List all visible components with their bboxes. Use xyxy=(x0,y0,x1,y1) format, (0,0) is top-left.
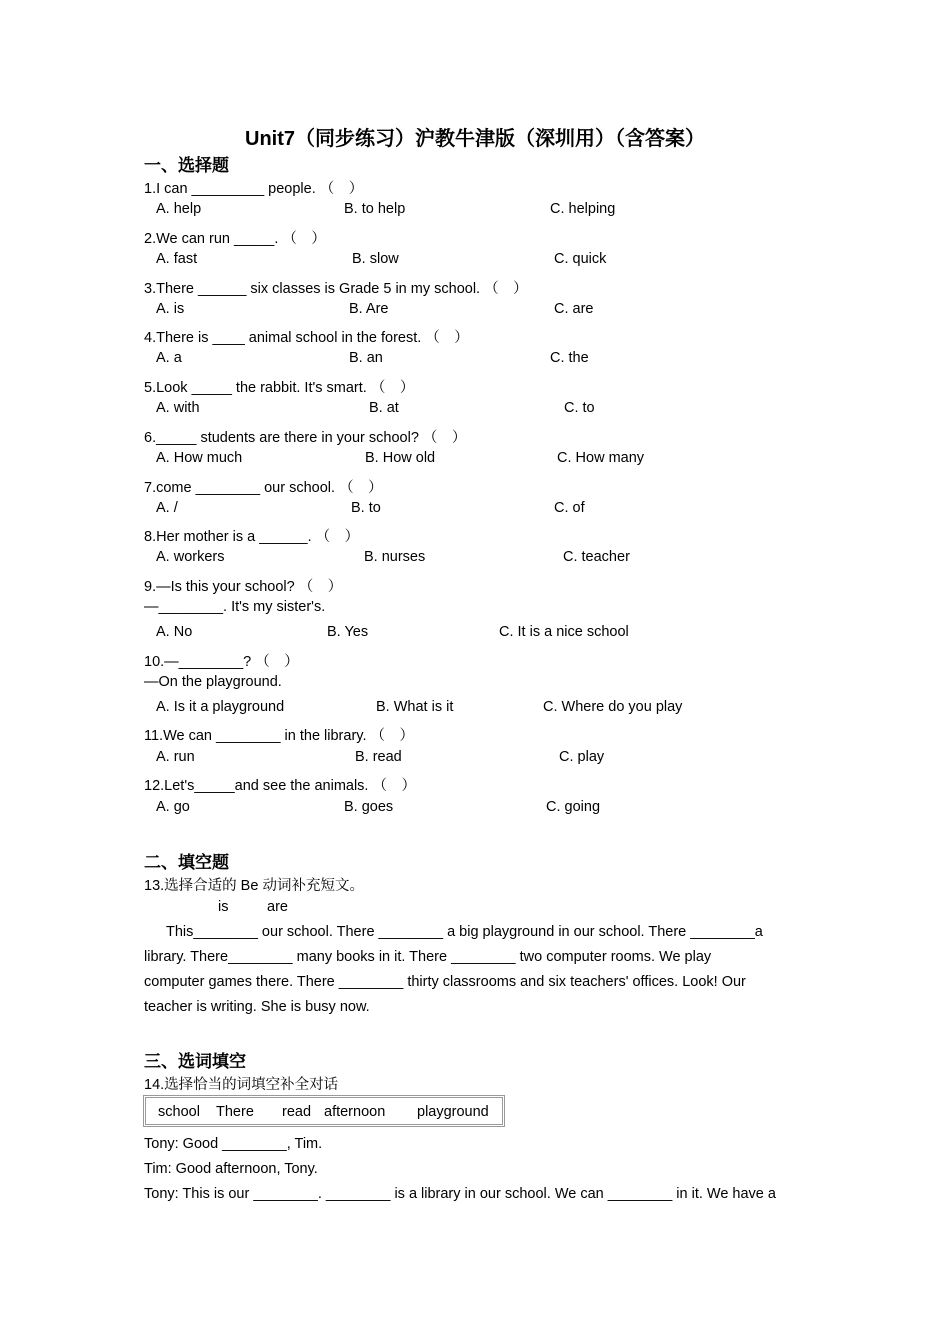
page-title: Unit7（同步练习）沪教牛津版（深圳用）（含答案） xyxy=(245,128,705,150)
question-14-dialogue xyxy=(144,1132,824,1207)
option-a: A. a xyxy=(156,350,182,366)
passage-line: This________ our school. There ________ a big playground in our school. There ________a xyxy=(166,924,763,940)
option-c: C. teacher xyxy=(563,549,630,565)
question-13-stem: 13.选择合适的 Be 动词补充短文。 xyxy=(144,878,364,894)
question-6-options xyxy=(156,450,856,470)
option-a: A. fast xyxy=(156,251,198,267)
passage-line: teacher is writing. She is busy now. xyxy=(144,999,370,1015)
option-b: B. How old xyxy=(365,450,436,466)
option-a: A. workers xyxy=(156,549,225,565)
option-c: C. to xyxy=(564,400,595,416)
question-9-stem: 9.—Is this your school? （ ） xyxy=(144,579,343,595)
option-c: C. going xyxy=(546,799,601,815)
question-10-stem: 10.—________? （ ） xyxy=(144,654,299,670)
option-b: B. read xyxy=(355,749,402,765)
option-a: A. How much xyxy=(156,450,243,466)
question-13-passage xyxy=(144,920,804,1020)
question-10-options xyxy=(156,699,856,719)
option-b: B. nurses xyxy=(364,549,426,565)
option-b: B. goes xyxy=(344,799,394,815)
dialogue-line: Tim: Good afternoon, Tony. xyxy=(144,1161,318,1177)
section-heading-fill-in: 二、填空题 xyxy=(144,853,229,872)
section-heading-word-fill: 三、选词填空 xyxy=(144,1052,246,1071)
question-3-stem: 3.There ______ six classes is Grade 5 in my school. （ ） xyxy=(144,281,528,297)
option-c: C. helping xyxy=(550,201,616,217)
section-heading-choice: 一、选择题 xyxy=(144,156,229,175)
option-b: B. Are xyxy=(349,301,389,317)
word-bank-box xyxy=(143,1095,505,1127)
option-b: B. an xyxy=(349,350,383,366)
option-c: C. are xyxy=(554,301,594,317)
question-1-stem: 1.I can _________ people. （ ） xyxy=(144,181,364,197)
word-option-is: is xyxy=(218,899,229,915)
option-c: C. play xyxy=(559,749,605,765)
option-b: B. to help xyxy=(344,201,406,217)
option-b: B. at xyxy=(369,400,399,416)
option-a: A. help xyxy=(156,201,202,217)
question-14-stem: 14.选择恰当的词填空补全对话 xyxy=(144,1077,339,1093)
word-option-are: are xyxy=(267,899,288,915)
option-c: C. of xyxy=(554,500,585,516)
dialogue-line: Tony: Good ________, Tim. xyxy=(144,1136,323,1152)
question-4-stem: 4.There is ____ animal school in the forest. （ ） xyxy=(144,330,469,346)
question-12-options xyxy=(156,799,856,819)
option-c: C. It is a nice school xyxy=(499,624,629,640)
question-10-stem-reply: —On the playground. xyxy=(144,674,282,690)
question-9-stem-reply: —________. It's my sister's. xyxy=(144,599,326,615)
option-a: A. No xyxy=(156,624,193,640)
option-a: A. go xyxy=(156,799,190,815)
question-2-stem: 2.We can run _____. （ ） xyxy=(144,231,326,247)
option-b: B. to xyxy=(351,500,381,516)
question-7-stem: 7.come ________ our school. （ ） xyxy=(144,480,383,496)
question-8-stem: 8.Her mother is a ______. （ ） xyxy=(144,529,360,545)
option-a: A. Is it a playground xyxy=(156,699,285,715)
question-3-options xyxy=(156,301,856,321)
option-c: C. quick xyxy=(554,251,607,267)
option-b: B. Yes xyxy=(327,624,369,640)
option-c: C. the xyxy=(550,350,589,366)
option-a: A. with xyxy=(156,400,200,416)
word-bank-item: There xyxy=(216,1104,254,1120)
question-5-options xyxy=(156,400,856,420)
dialogue-line: Tony: This is our ________. ________ is a library in our school. We can ________ in it. We have a xyxy=(144,1186,776,1202)
question-11-stem: 11.We can ________ in the library. （ ） xyxy=(144,728,415,744)
question-8-options xyxy=(156,549,856,569)
option-c: C. How many xyxy=(557,450,645,466)
question-11-options xyxy=(156,749,856,769)
question-9-options xyxy=(156,624,856,644)
question-4-options xyxy=(156,350,856,370)
option-a: A. is xyxy=(156,301,185,317)
question-6-stem: 6._____ students are there in your school? （ ） xyxy=(144,430,467,446)
question-12-stem: 12.Let's_____and see the animals. （ ） xyxy=(144,778,416,794)
word-bank-item: afternoon xyxy=(324,1104,386,1120)
option-b: B. slow xyxy=(352,251,399,267)
passage-line: computer games there. There ________ thirty classrooms and six teachers' offices. Look! Our xyxy=(144,974,746,990)
option-a: A. / xyxy=(156,500,178,516)
question-1-options xyxy=(156,201,856,221)
option-a: A. run xyxy=(156,749,195,765)
word-bank-item: school xyxy=(158,1104,200,1120)
option-c: C. Where do you play xyxy=(543,699,683,715)
question-2-options xyxy=(156,251,856,271)
question-5-stem: 5.Look _____ the rabbit. It's smart. （ ） xyxy=(144,380,415,396)
word-bank-item: read xyxy=(282,1104,312,1120)
question-7-options xyxy=(156,500,856,520)
option-b: B. What is it xyxy=(376,699,454,715)
passage-line: library. There________ many books in it. There ________ two computer rooms. We play xyxy=(144,949,712,965)
word-bank-item: playground xyxy=(417,1104,489,1120)
